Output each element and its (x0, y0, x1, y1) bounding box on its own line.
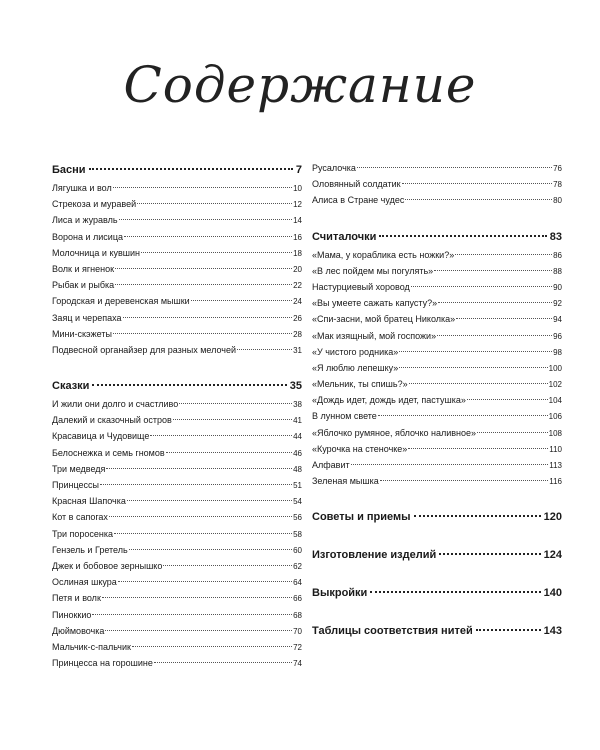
entry-page: 54 (293, 497, 302, 507)
entry-page: 12 (293, 200, 302, 210)
section-title: Изготовление изделий (312, 549, 437, 562)
dot-leader (476, 629, 541, 631)
entry-label: «У чистого родника» (312, 346, 399, 357)
entry-label: Оловянный солдатик (312, 179, 401, 190)
toc-section-patterns[interactable] (312, 583, 562, 603)
entry-page: 106 (548, 412, 562, 422)
entry-page: 98 (553, 347, 562, 357)
entry-page: 78 (553, 180, 562, 190)
entry-label: Зеленая мышка (312, 476, 379, 487)
toc-entry[interactable] (52, 445, 302, 461)
dot-leader (434, 270, 552, 271)
entry-label: Дюймовочка (52, 625, 105, 636)
entry-page: 20 (293, 264, 302, 274)
toc-entry[interactable] (312, 425, 562, 441)
dot-leader (123, 317, 293, 318)
toc-entry[interactable] (52, 180, 302, 196)
dot-leader (467, 399, 548, 400)
toc-entry[interactable] (52, 493, 302, 509)
entry-page: 86 (553, 250, 562, 260)
entry-label: Красавица и Чудовище (52, 431, 150, 442)
toc-entry[interactable] (312, 392, 562, 408)
section-gap (312, 209, 562, 227)
dot-leader (115, 268, 292, 269)
dot-leader (132, 646, 292, 647)
toc-entry[interactable] (52, 574, 302, 590)
section-gap (312, 489, 562, 507)
entry-page: 108 (548, 428, 562, 438)
toc-entry[interactable] (52, 212, 302, 228)
entry-label: Белоснежка и семь гномов (52, 447, 165, 458)
toc-entry[interactable] (52, 196, 302, 212)
dot-leader (179, 403, 292, 404)
toc-entry[interactable] (52, 326, 302, 342)
entry-label: Пиноккио (52, 609, 92, 620)
dot-leader (408, 448, 548, 449)
entry-page: 113 (549, 461, 562, 470)
entry-label: Ворона и лисица (52, 231, 123, 242)
entry-label: Настурциевый хоровод (312, 281, 410, 292)
toc-entry[interactable] (52, 623, 302, 639)
toc-entry[interactable] (312, 311, 562, 327)
dot-leader (409, 383, 548, 384)
dot-leader (414, 515, 541, 517)
entry-page: 100 (548, 363, 562, 373)
dot-leader (173, 419, 292, 420)
toc-left-column (52, 160, 302, 671)
toc-entry[interactable] (52, 607, 302, 623)
toc-entry[interactable] (312, 279, 562, 295)
dot-leader (399, 367, 547, 368)
toc-section-thread-tables[interactable] (312, 621, 562, 641)
dot-leader (399, 351, 552, 352)
entry-page: 96 (553, 331, 562, 341)
dot-leader (114, 533, 292, 534)
dot-leader (378, 415, 548, 416)
dot-leader (351, 464, 549, 465)
entry-label: Красная Шапочка (52, 496, 126, 507)
entry-label: Принцесса на горошине (52, 658, 153, 669)
toc-section-making[interactable] (312, 545, 562, 565)
entry-label: «Мак изящный, мой госпожи» (312, 330, 437, 341)
entry-label: Далекий и сказочный остров (52, 415, 172, 426)
entry-label: Молочница и кувшин (52, 247, 140, 258)
toc-entry[interactable] (52, 590, 302, 606)
entry-page: 26 (293, 313, 302, 323)
entry-label: Три медведя (52, 463, 106, 474)
entry-page: 16 (293, 232, 302, 242)
entry-label: Волк и ягненок (52, 263, 115, 274)
toc-entry[interactable] (312, 247, 562, 263)
entry-page: 74 (293, 659, 302, 669)
entry-page: 48 (293, 464, 302, 474)
entry-label: Лиса и журавль (52, 215, 118, 226)
dot-leader (92, 384, 286, 386)
entry-page: 70 (293, 626, 302, 636)
toc-entry[interactable] (52, 229, 302, 245)
entry-page: 92 (553, 299, 562, 309)
entry-page: 44 (293, 432, 302, 442)
entry-page: 10 (293, 184, 302, 193)
entry-page: 31 (293, 345, 302, 355)
entry-label: Мини-скэжеты (52, 328, 112, 339)
entry-page: 68 (293, 610, 302, 620)
entry-label: В лунном свете (312, 411, 377, 422)
toc-entry[interactable] (52, 526, 302, 542)
toc-entry[interactable] (52, 412, 302, 428)
dot-leader (379, 235, 546, 237)
entry-label: «В лес пойдем мы погулять» (312, 265, 434, 276)
entry-label: «Я люблю лепешку» (312, 362, 399, 373)
toc-section-tales[interactable] (52, 376, 302, 396)
entry-label: И жили они долго и счастливо (52, 399, 179, 410)
section-title: Сказки (52, 380, 90, 393)
dot-leader (89, 168, 293, 170)
entry-page: 72 (293, 642, 302, 652)
dot-leader (405, 199, 552, 200)
entry-label: «Дождь идет, дождь идет, пастушка» (312, 395, 466, 406)
entry-page: 80 (553, 196, 562, 206)
toc-entry[interactable] (52, 509, 302, 525)
entry-page: 90 (553, 282, 562, 292)
section-title: Считалочки (312, 230, 377, 243)
toc-entry[interactable] (52, 261, 302, 277)
toc-section-fables[interactable] (52, 160, 302, 180)
entry-page: 88 (553, 266, 562, 276)
entry-label: Лягушка и вол (52, 183, 112, 193)
page-title: Содержание (123, 56, 477, 114)
toc-entry[interactable] (312, 263, 562, 279)
entry-page: 116 (549, 477, 562, 487)
toc-entry[interactable] (312, 441, 562, 457)
dot-leader (141, 252, 292, 253)
entry-page: 28 (293, 329, 302, 339)
entry-page: 104 (548, 396, 562, 406)
toc-entry[interactable] (312, 457, 562, 473)
entry-page: 102 (548, 380, 562, 390)
toc-entry[interactable] (312, 328, 562, 344)
entry-label: Рыбак и рыбка (52, 280, 115, 291)
entry-label: Алфавит (312, 460, 350, 470)
dot-leader (127, 500, 292, 501)
section-gap (312, 527, 562, 545)
toc-entry[interactable] (312, 473, 562, 489)
section-title: Выкройки (312, 587, 368, 600)
entry-label: Заяц и черепаха (52, 312, 122, 323)
toc-entry[interactable] (52, 477, 302, 493)
dot-leader (100, 484, 292, 485)
dot-leader (137, 203, 292, 204)
entry-page: 46 (293, 448, 302, 458)
toc-right-column (312, 160, 562, 641)
dot-leader (357, 167, 552, 168)
toc-entry[interactable] (312, 360, 562, 376)
dot-leader (380, 480, 548, 481)
toc-entry[interactable] (52, 293, 302, 309)
entry-page: 66 (293, 594, 302, 604)
entry-label: Кот в сапогах (52, 512, 108, 523)
entry-label: Ослиная шкура (52, 577, 117, 588)
toc-section-counting-rhymes[interactable] (312, 227, 562, 247)
entry-label: Петя и волк (52, 593, 101, 604)
entry-label: «Мама, у кораблика есть ножки?» (312, 249, 455, 260)
section-page: 35 (289, 380, 302, 393)
section-gap (312, 603, 562, 621)
entry-label: Подвесной органайзер для разных мелочей (52, 344, 236, 355)
section-page: 7 (295, 164, 302, 176)
entry-page: 14 (293, 216, 302, 226)
dot-leader (113, 333, 292, 334)
dot-leader (118, 581, 292, 582)
entry-label: Алиса в Стране чудес (312, 195, 405, 206)
entry-page: 94 (553, 315, 562, 325)
section-title: Советы и приемы (312, 511, 411, 524)
dot-leader (166, 452, 292, 453)
dot-leader (402, 183, 553, 184)
dot-leader (477, 432, 548, 433)
entry-label: Мальчик-с-пальчик (52, 641, 131, 652)
entry-page: 24 (293, 297, 302, 307)
dot-leader (109, 516, 292, 517)
toc-entry[interactable] (52, 639, 302, 655)
section-gap (312, 565, 562, 583)
entry-page: 22 (293, 281, 302, 291)
dot-leader (115, 284, 292, 285)
toc-entry[interactable] (52, 542, 302, 558)
entry-page: 64 (293, 578, 302, 588)
toc-entry[interactable] (52, 342, 302, 358)
toc-entry[interactable] (52, 461, 302, 477)
dot-leader (102, 597, 292, 598)
entry-label: Гензель и Гретель (52, 544, 128, 555)
toc-entry[interactable] (312, 160, 562, 176)
entry-page: 51 (293, 481, 302, 490)
toc-entry[interactable] (52, 558, 302, 574)
dot-leader (411, 286, 552, 287)
section-title: Басни (52, 164, 86, 176)
entry-page: 58 (293, 529, 302, 539)
entry-label: «Яблочко румяное, яблочко наливное» (312, 427, 477, 438)
dot-leader (154, 662, 292, 663)
entry-label: «Курочка на стеночке» (312, 443, 408, 454)
section-page: 120 (543, 511, 562, 524)
dot-leader (119, 219, 293, 220)
dot-leader (455, 254, 552, 255)
dot-leader (237, 349, 292, 350)
toc-entry[interactable] (52, 277, 302, 293)
toc-entry[interactable] (312, 376, 562, 392)
dot-leader (439, 553, 540, 555)
section-page: 143 (543, 625, 562, 638)
entry-page: 18 (293, 248, 302, 258)
toc-entry[interactable] (52, 245, 302, 261)
section-page: 140 (543, 587, 562, 600)
entry-label: Три поросенка (52, 528, 114, 539)
toc-entry[interactable] (312, 176, 562, 192)
toc-entry[interactable] (312, 408, 562, 424)
entry-label: «Спи-засни, мой братец Николка» (312, 314, 456, 325)
entry-label: Джек и бобовое зернышко (52, 560, 163, 571)
entry-label: Принцессы (52, 480, 99, 490)
dot-leader (129, 549, 292, 550)
dot-leader (106, 468, 292, 469)
entry-page: 41 (293, 416, 302, 426)
toc-section-tips[interactable] (312, 507, 562, 527)
section-title: Таблицы соответствия нитей (312, 625, 473, 638)
entry-label: «Вы умеете сажать капусту?» (312, 298, 438, 309)
dot-leader (456, 318, 552, 319)
entry-page: 110 (549, 444, 562, 454)
entry-label: «Мельник, ты спишь?» (312, 379, 408, 390)
dot-leader (92, 614, 292, 615)
toc-entry[interactable] (312, 344, 562, 360)
entry-page: 60 (293, 545, 302, 555)
entry-page: 76 (553, 164, 562, 173)
entry-page: 38 (293, 400, 302, 410)
entry-page: 62 (293, 561, 302, 571)
toc-entry[interactable] (52, 396, 302, 412)
dot-leader (370, 591, 540, 593)
dot-leader (163, 565, 292, 566)
dot-leader (438, 302, 552, 303)
dot-leader (105, 630, 292, 631)
entry-label: Стрекоза и муравей (52, 199, 137, 210)
dot-leader (150, 435, 292, 436)
toc-entry[interactable] (52, 655, 302, 671)
entry-label: Городская и деревенская мышки (52, 296, 190, 307)
section-page: 83 (549, 230, 562, 243)
toc-entry[interactable] (52, 310, 302, 326)
dot-leader (437, 335, 552, 336)
entry-page: 56 (293, 513, 302, 523)
dot-leader (113, 187, 292, 188)
toc-entry[interactable] (312, 295, 562, 311)
section-gap (52, 358, 302, 376)
dot-leader (124, 236, 292, 237)
dot-leader (191, 300, 292, 301)
toc-entry[interactable] (312, 192, 562, 208)
toc-entry[interactable] (52, 428, 302, 444)
section-page: 124 (543, 549, 562, 562)
entry-label: Русалочка (312, 163, 356, 173)
